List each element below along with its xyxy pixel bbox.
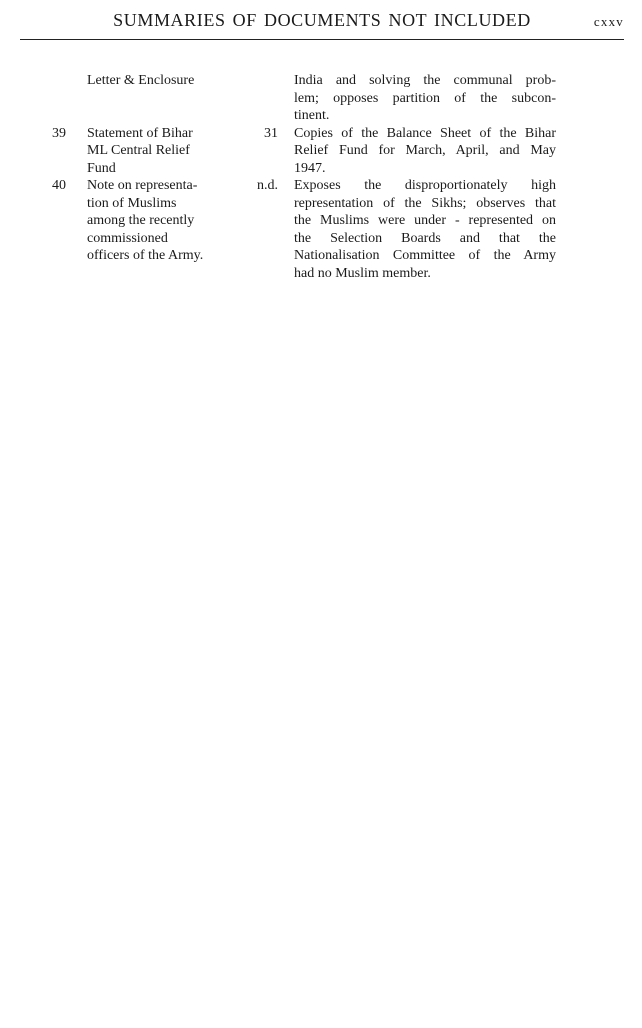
entry-title-line: ML Central Relief bbox=[87, 143, 190, 158]
entry-summary-line: Relief Fund for March, April, and May bbox=[294, 143, 556, 158]
entry-title-line: Letter & Enclosure bbox=[87, 73, 195, 88]
entry-summary-line: Nationalisation Committee of the Army bbox=[294, 248, 556, 263]
entry-summary-line: the Muslims were under - represented on bbox=[294, 213, 556, 228]
entry-date: n.d. bbox=[257, 178, 278, 193]
entry-title bbox=[87, 125, 237, 178]
entry-summary-line: lem; opposes partition of the subcon- bbox=[294, 90, 556, 106]
entry-date: 31 bbox=[264, 125, 278, 141]
entry-summary-line: 1947. bbox=[294, 160, 326, 176]
running-head bbox=[20, 8, 624, 38]
document-summaries-list bbox=[0, 72, 642, 282]
entry-title-line: Note on representa- bbox=[87, 178, 198, 193]
running-title: SUMMARIES OF DOCUMENTS NOT INCLUDED bbox=[113, 10, 531, 30]
entry-summary-line: Exposes the disproportionately high bbox=[294, 178, 556, 193]
entry-title-line: commissioned bbox=[87, 230, 168, 246]
entry-title-line: Statement of Bihar bbox=[87, 125, 193, 141]
entry-title-line: Fund bbox=[87, 160, 116, 176]
entry-number: 40 bbox=[52, 178, 66, 193]
entry-title-line: among the recently bbox=[87, 213, 195, 228]
entry-title-line: officers of the Army. bbox=[87, 248, 204, 263]
entry-summary-line: Copies of the Balance Sheet of the Bihar bbox=[294, 125, 556, 141]
entry-number: 39 bbox=[52, 125, 66, 141]
entry-summary-line: India and solving the communal prob- bbox=[294, 73, 556, 88]
entry-summary-line: representation of the Sikhs; observes that bbox=[294, 195, 556, 211]
summary-entry bbox=[0, 125, 642, 178]
entry-title bbox=[87, 177, 237, 265]
entry-title bbox=[87, 72, 237, 90]
entry-title-line: tion of Muslims bbox=[87, 195, 177, 211]
entry-summary-line: had no Muslim member. bbox=[294, 265, 431, 281]
page-number: cxxv bbox=[593, 14, 624, 29]
entry-summary bbox=[294, 72, 556, 125]
entry-summary bbox=[294, 177, 556, 282]
summary-entry bbox=[0, 72, 642, 125]
entry-summary-line: tinent. bbox=[294, 108, 330, 123]
entry-summary-line: the Selection Boards and that the bbox=[294, 230, 556, 246]
entry-summary bbox=[294, 125, 556, 178]
header-rule bbox=[20, 39, 624, 40]
summary-entry bbox=[0, 177, 642, 282]
